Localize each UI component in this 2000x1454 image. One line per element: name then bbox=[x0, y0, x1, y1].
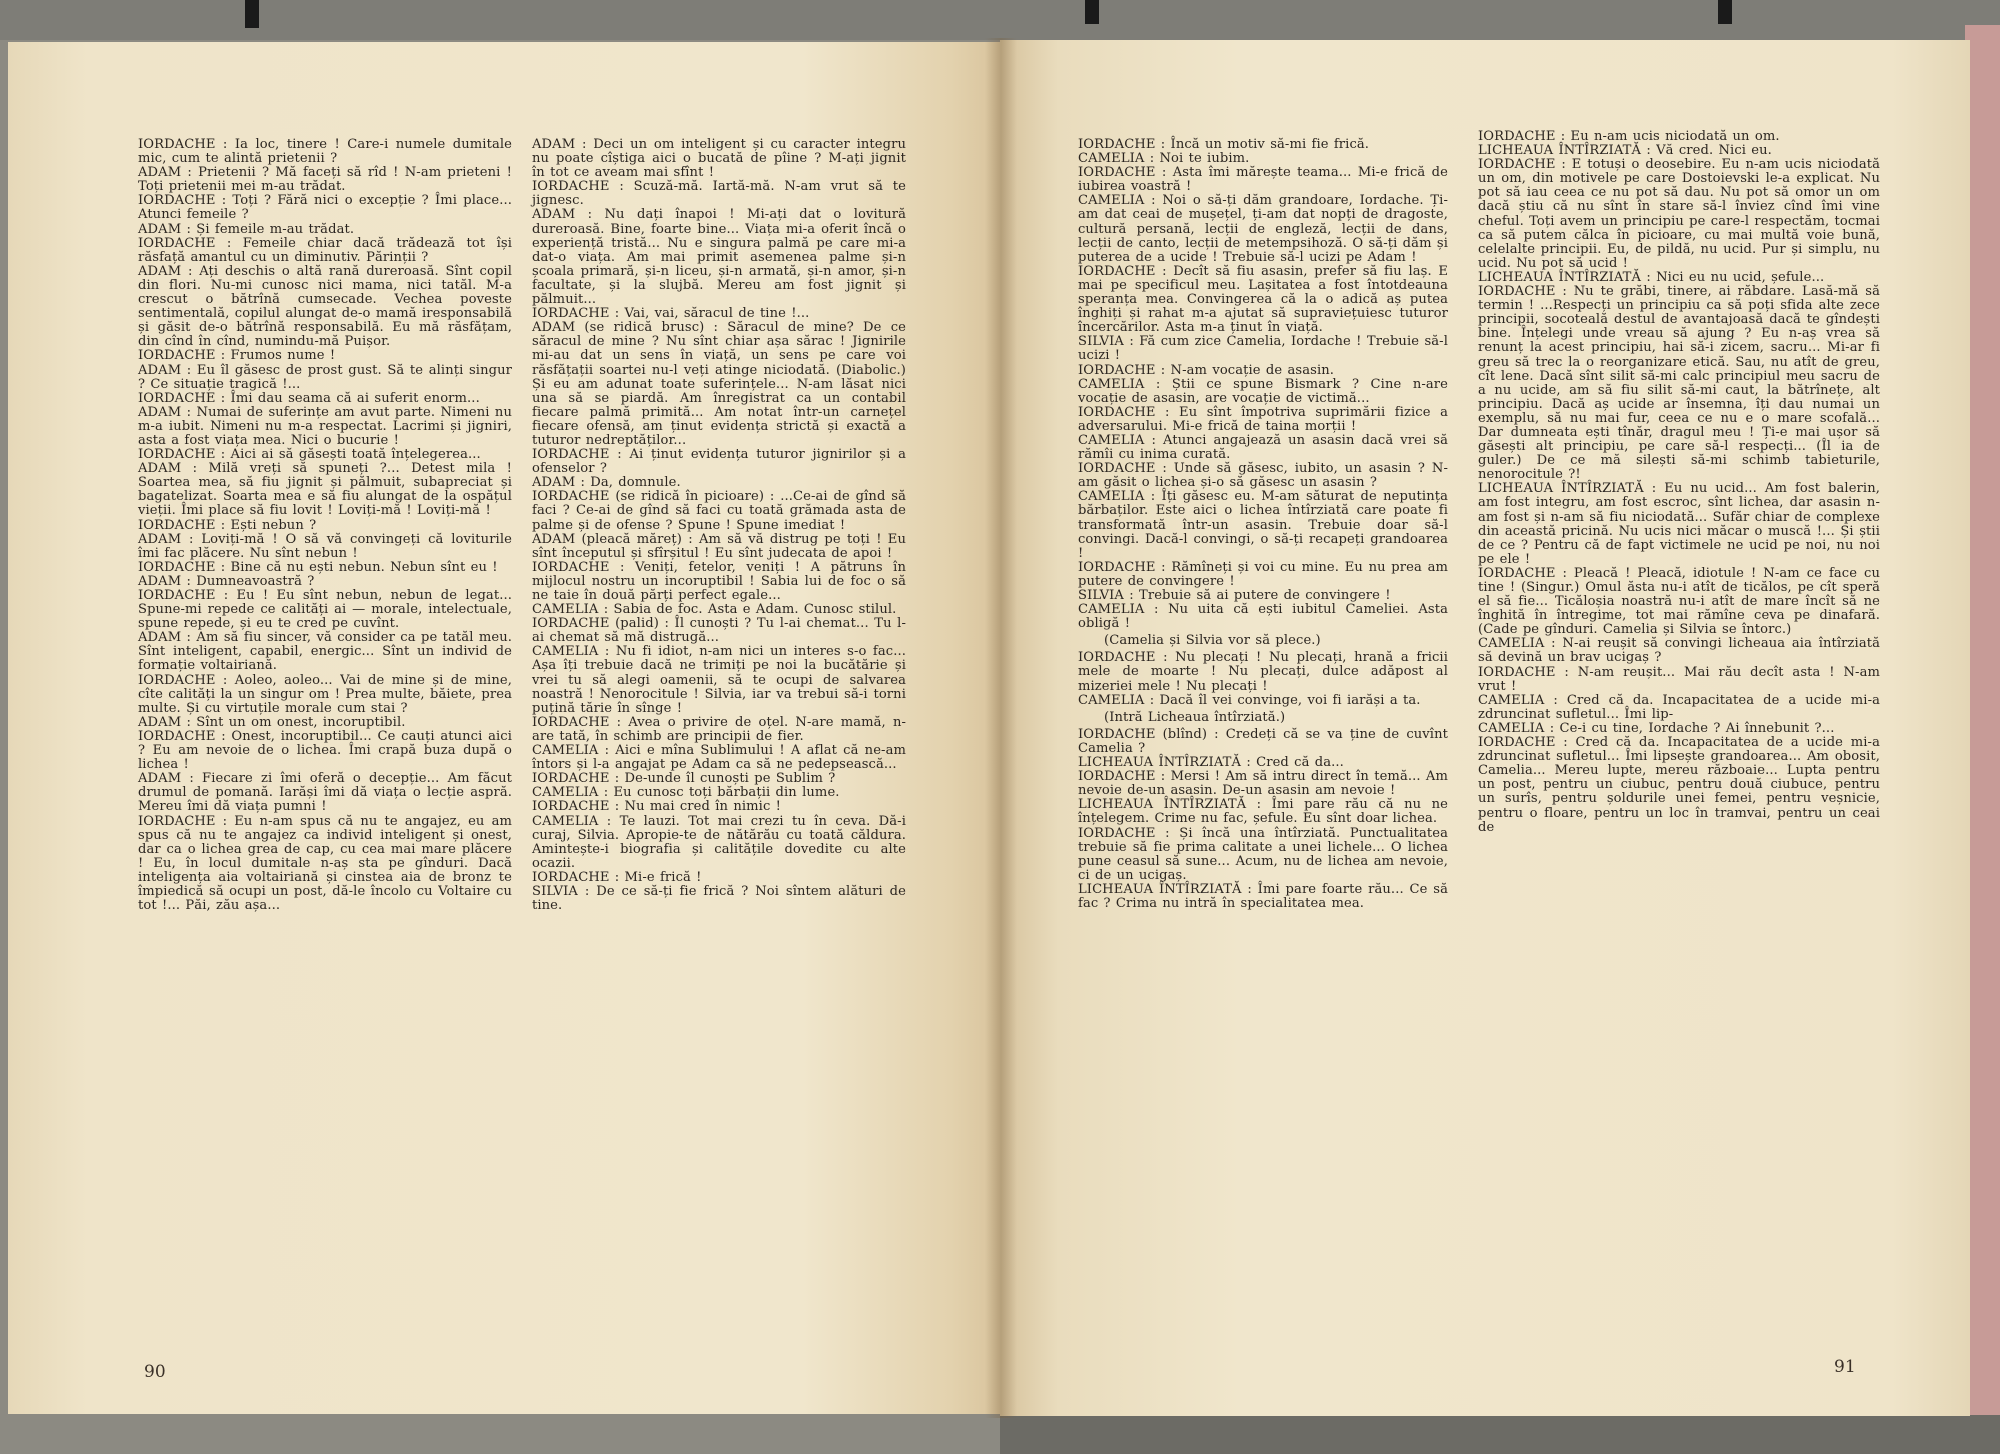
dialogue-line: CAMELIA : Nu uita că ești iubitul Cameliei. Asta obligă ! bbox=[1078, 602, 1448, 632]
dialogue-line: IORDACHE : E totuși o deosebire. Eu n-am ucis niciodată un om, din motivele pe care Dostoievski le-a explicat. Nu pot să iau ceea ce nu pot să dau. Nu pot să omor un om dacă știu că nu sînt în stare să-l înviez cînd îmi vine cheful. Toți avem un principiu pe care-l respectăm, tocmai ca să putem călca în picioare, cu mai multă voie bună, celelalte principii. Eu, de pildă, nu ucid. Pur și simplu, nu ucid. Nu pot să ucid ! bbox=[1478, 157, 1880, 271]
book-cover-bottom bbox=[1000, 1415, 2000, 1454]
dialogue-line: CAMELIA : Aici e mîna Sublimului ! A aflat că ne-am întors și l-a angajat pe Adam ca să ne pedepsească... bbox=[532, 743, 906, 773]
dialogue-line: ADAM : Am să fiu sincer, vă consider ca pe tatăl meu. Sînt inteligent, capabil, energic... Sînt un individ de formație voltairiană. bbox=[138, 630, 512, 674]
dialogue-line: IORDACHE : Decît să fiu asasin, prefer să fiu laș. E mai pe specificul meu. Lașitatea a fost întotdeauna speranța mea. Convingerea că la o adică aș putea înghiți și rahat m-a ajutat să supraviețuiesc tuturor încercărilor. Asta m-a ținut în viață. bbox=[1078, 263, 1448, 336]
dialogue-line: IORDACHE : Ia loc, tinere ! Care-i numele dumitale mic, cum te alintă prietenii ? bbox=[138, 137, 512, 167]
dialogue-line: IORDACHE : Eu ! Eu sînt nebun, nebun de legat... Spune-mi repede ce calități ai — morale, intelectuale, spune repede, și eu te cred pe cuvînt. bbox=[138, 588, 512, 632]
dialogue-line: ADAM : Și femeile m-au trădat. bbox=[138, 221, 355, 237]
dialogue-line: CAMELIA : Sabia de foc. Asta e Adam. Cunosc stilul. bbox=[532, 602, 897, 618]
dialogue-line: IORDACHE : Onest, incoruptibil... Ce cauți atunci aici ? Eu am nevoie de o lichea. Îmi crapă buza după o lichea ! bbox=[138, 728, 512, 773]
dialogue-line: IORDACHE : Eu sînt împotriva suprimării fizice a adversarului. Mi-e frică de taina morții ! bbox=[1078, 404, 1448, 434]
dialogue-line: LICHEAUA ÎNTÎRZIATĂ : Cred că da... bbox=[1078, 755, 1344, 771]
dialogue-line: IORDACHE : Scuză-mă. Iartă-mă. N-am vrut să te jignesc. bbox=[532, 179, 906, 209]
dialogue-line: CAMELIA : Cred că da. Incapacitatea de a ucide mi-a zdruncinat sufletul... Îmi lip- bbox=[1478, 692, 1880, 722]
right-page-column-2 bbox=[1478, 130, 1880, 835]
dialogue-line: ADAM : Fiecare zi îmi oferă o decepție... Am făcut drumul de pomană. Iarăși îmi dă viața o lecție aspră. Mereu îmi dă viața pumni ! bbox=[138, 771, 512, 815]
dialogue-line: IORDACHE : Ai ținut evidența tuturor jignirilor și a ofenselor ? bbox=[532, 447, 906, 477]
dialogue-line: ADAM : Nu dați înapoi ! Mi-ați dat o lovitură dureroasă. Bine, foarte bine... Viața mi-a oferit încă o experiență tristă... Nu e singura palmă pe care mi-a dat-o viața. Am mai primit asemenea palme și-n școala primară, și-n liceu, și-n armată, și-n amor, și-n facultate, și la slujbă. Mereu am fost jignit și pălmuit... bbox=[532, 207, 906, 308]
dialogue-line: IORDACHE : Îmi dau seama că ai suferit enorm... bbox=[138, 390, 480, 406]
stage-direction: (Camelia și Silvia vor să plece.) bbox=[1104, 633, 1321, 649]
dialogue-line: IORDACHE : Avea o privire de oțel. N-are mamă, n-are tată, în schimb are principii de fier. bbox=[532, 714, 906, 744]
dialogue-line: LICHEAUA ÎNTÎRZIATĂ : Îmi pare foarte rău... Ce să fac ? Crima nu intră în specialitatea mea. bbox=[1078, 881, 1448, 911]
dialogue-line: ADAM : Da, domnule. bbox=[532, 475, 681, 491]
dialogue-line: CAMELIA : Noi te iubim. bbox=[1078, 151, 1250, 167]
left-page-column-1 bbox=[138, 138, 512, 913]
dialogue-line: SILVIA : De ce să-ți fie frică ? Noi sîntem alături de tine. bbox=[532, 883, 906, 914]
dialogue-line: IORDACHE : Frumos nume ! bbox=[138, 348, 336, 364]
page-number: 91 bbox=[1834, 1357, 1856, 1377]
dialogue-line: IORDACHE : Bine că nu ești nebun. Nebun sînt eu ! bbox=[138, 559, 498, 575]
dialogue-line: LICHEAUA ÎNTÎRZIATĂ : Îmi pare rău că nu ne înțelegem. Crime nu fac, șefule. Eu sînt doar lichea. bbox=[1078, 797, 1448, 827]
dialogue-line: IORDACHE : Încă un motiv să-mi fie frică. bbox=[1078, 137, 1370, 152]
dialogue-line: LICHEAUA ÎNTÎRZIATĂ : Nici eu nu ucid, șefule... bbox=[1478, 269, 1825, 285]
dialogue-line: ADAM : Ați deschis o altă rană dureroasă. Sînt copil din flori. Nu-mi cunosc nici mama, nici tatăl. M-a crescut o bătrînă cumsecade. Vechea poveste sentimentală, copilul alungat de-o mamă iresponsabilă și găsit de-o bătrînă responsabilă. Eu mă răsfățam, din cînd în cînd, numindu-mă Puișor. bbox=[138, 263, 512, 350]
dialogue-line: ADAM : Milă vreți să spuneți ?... Detest mila ! Soartea mea, să fiu jignit și pălmuit, subapreciat și bagatelizat. Soarta mea e să fiu alungat de la ospățul vieții. Îmi place să fiu lovit ! Loviți-mă ! Loviți-mă ! bbox=[138, 461, 512, 519]
book-cover-edge bbox=[1965, 25, 2000, 1454]
dialogue-line: IORDACHE : Ești nebun ? bbox=[138, 517, 317, 533]
dialogue-line: CAMELIA : Îți găsesc eu. M-am săturat de neputința bărbaților. Este aici o lichea întîrziată care poate fi transformată într-un asasin. Trebuie doar să-l convingi. Dacă-l convingi, o să-ți recapeți grandoarea ! bbox=[1078, 489, 1448, 561]
dialogue-line: ADAM : Eu îl găsesc de prost gust. Să te alinți singur ? Ce situație tragică !... bbox=[138, 362, 512, 392]
dialogue-line: IORDACHE : Rămîneți și voi cu mine. Eu nu prea am putere de convingere ! bbox=[1078, 559, 1448, 589]
dialogue-line: IORDACHE : Aoleo, aoleo... Vai de mine și de mine, cîte calități la un singur om ! Prea multe, băiete, prea multe. Și cu virtuțile morale cum stai ? bbox=[138, 672, 512, 716]
background-top bbox=[0, 0, 2000, 40]
dialogue-line: CAMELIA : N-ai reușit să convingi licheaua aia întîrziată să devină un brav ucigaș ? bbox=[1478, 636, 1880, 666]
dialogue-line: ADAM : Loviți-mă ! O să vă convingeți că loviturile îmi fac plăcere. Nu sînt nebun ! bbox=[138, 531, 512, 561]
dialogue-line: IORDACHE : Asta îmi mărește teama... Mi-e frică de iubirea voastră ! bbox=[1078, 165, 1448, 195]
dialogue-line: ADAM (se ridică brusc) : Săracul de mine? De ce săracul de mine ? Nu sînt chiar așa sărac ! Jignirile mi-au dat un sens în viață, un sens pe care voi răsfățații soartei nu-l veți atinge niciodată. (Diabolic.) Și eu am adunat toate suferințele... N-am lăsat nici una să se piardă. Am înregistrat ca un contabil fiecare palmă primită... Am notat într-un carnețel fiecare ofensă, am ținut evidența strictă și exactă a tuturor nedreptăților... bbox=[532, 320, 906, 448]
dialogue-line: LICHEAUA ÎNTÎRZIATĂ : Vă cred. Nici eu. bbox=[1478, 143, 1772, 159]
dialogue-line: IORDACHE : De-unde îl cunoști pe Sublim ? bbox=[532, 771, 836, 787]
dialogue-line: IORDACHE : Și încă una întîrziată. Punctualitatea trebuie să fie prima calitate a unei lichele... O lichea pune ceasul să sune... Acum, nu de lichea am nevoie, ci de un ucigaș. bbox=[1078, 825, 1448, 883]
dialogue-line: IORDACHE : Nu plecați ! Nu plecați, hrană a fricii mele de moarte ! Nu plecați, dulce adăpost al mizeriei mele ! Nu plecați ! bbox=[1078, 650, 1448, 694]
dialogue-line: IORDACHE (blînd) : Credeți că se va ține de cuvînt Camelia ? bbox=[1078, 726, 1448, 756]
dialogue-line: IORDACHE : Pleacă ! Pleacă, idiotule ! N-am ce face cu tine ! (Singur.) Omul ăsta nu-i atît de ticălos, pe cît speră el să fie... Ticăloșia noastră nu-i atît de mare încît să ne înghită în întregime, tot mai rămîne ceva pe dinafară. (Cade pe gînduri. Camelia și Silvia se întorc.) bbox=[1478, 565, 1880, 638]
dialogue-line: ADAM : Deci un om inteligent și cu caracter integru nu poate cîștiga aici o bucată de pîine ? M-ați jignit în tot ce aveam mai sfînt ! bbox=[532, 137, 906, 181]
dialogue-line: CAMELIA : Știi ce spune Bismark ? Cine n-are vocație de asasin, are vocație de victimă... bbox=[1078, 376, 1448, 406]
dialogue-line: IORDACHE (palid) : Îl cunoști ? Tu l-ai chemat... Tu l-ai chemat să mă distrugă... bbox=[532, 616, 906, 646]
dialogue-line: CAMELIA : Te lauzi. Tot mai crezi tu în ceva. Dă-i curaj, Silvia. Apropie-te de nătărău cu toată căldura. Amintește-i biografia și calitățile dovedite cu alte ocazii. bbox=[532, 813, 906, 871]
dialogue-line: CAMELIA : Atunci angajează un asasin dacă vrei să rămîi cu inima curată. bbox=[1078, 432, 1448, 463]
dialogue-line: IORDACHE : Veniți, fetelor, veniți ! A pătruns în mijlocul nostru un incoruptibil ! Sabia lui de foc o să ne taie în două părți perfect egale... bbox=[532, 559, 906, 603]
dialogue-line: ADAM (pleacă măreț) : Am să vă distrug pe toți ! Eu sînt începutul și sfîrșitul ! Eu sînt judecata de apoi ! bbox=[532, 531, 906, 561]
bookmark-tab bbox=[245, 0, 259, 28]
book-gutter bbox=[985, 38, 1017, 1418]
stage-direction: (Intră Licheaua întîrziată.) bbox=[1104, 709, 1286, 725]
dialogue-line: IORDACHE : Eu n-am spus că nu te angajez, eu am spus că nu te angajez ca individ inteligent și onest, dar ca o lichea grea de cap, cu cea mai mare plăcere ! Eu, în locul dumitale n-aș sta pe gînduri. Dacă inteligența aia voltairiană și cinstea aia de bronz te împiedică să ocupi un post, dă-le încolo cu Voltaire cu tot !... Păi, zău așa... bbox=[138, 813, 512, 914]
dialogue-line: IORDACHE : Unde să găsesc, iubito, un asasin ? N-am găsit o lichea și-o să găsesc un asasin ? bbox=[1078, 461, 1448, 491]
dialogue-line: IORDACHE : Nu te grăbi, tinere, ai răbdare. Lasă-mă să termin ! ...Respecți un principiu ca să poți sfida alte zece principii, socoteală destul de avantajoasă dacă te gîndești bine. Înțelegi unde vreau să ajung ? Eu n-aș vrea să renunț la acest principiu, hai să-i zicem, sacru... Mi-ar fi greu să trec la o reorganizare etică. Sau, nu atît de greu, cît lene. Dacă sînt silit să-mi calc principiul meu sacru de a nu ucide, am să fiu silit să-mi caut, la bătrînețe, alt principiu. Dacă aș ucide ar însemna, îți dau numai un exemplu, să nu mai fur, ceea ce nu e o mare scofală... Dar dumneata ești tînăr, dragul meu ! Ți-e mai ușor să găsești alt principiu, pe care să-l respecți... (Îl ia de guler.) De ce mă silești să-mi schimb tabieturile, nenorocitule ?! bbox=[1478, 284, 1880, 483]
dialogue-line: ADAM : Prietenii ? Mă faceți să rîd ! N-am prieteni ! Toți prietenii mei m-au trădat. bbox=[138, 165, 512, 195]
dialogue-line: CAMELIA : Ce-i cu tine, Iordache ? Ai înnebunit ?... bbox=[1478, 720, 1835, 736]
dialogue-line: SILVIA : Fă cum zice Camelia, Iordache ! Trebuie să-l ucizi ! bbox=[1078, 334, 1448, 364]
dialogue-line: IORDACHE : Vai, vai, săracul de tine !... bbox=[532, 306, 810, 322]
dialogue-line: IORDACHE : N-am reușit... Mai rău decît asta ! N-am vrut ! bbox=[1478, 664, 1880, 694]
dialogue-line: IORDACHE : Toți ? Fără nici o excepție ? Îmi place... Atunci femeile ? bbox=[138, 193, 512, 223]
dialogue-line: IORDACHE : Nu mai cred în nimic ! bbox=[532, 799, 782, 815]
dialogue-line: IORDACHE : Cred că da. Incapacitatea de a ucide mi-a zdruncinat sufletul... Îmi lipsește grandoarea... Am obosit, Camelia... Mereu lupte, mereu războaie... Lupta pentru un post, pentru un ciubuc, pentru două ciubuce, pentru un surîs, pentru șoldurile unei femei, pentru veșnicie, pentru o floare, pentru un loc în tramvai, pentru un ceai de bbox=[1478, 735, 1880, 835]
dialogue-line: IORDACHE : Eu n-am ucis niciodată un om. bbox=[1478, 129, 1780, 144]
dialogue-line: CAMELIA : Noi o să-ți dăm grandoare, Iordache. Ți-am dat ceai de mușețel, ți-am dat nopți de dragoste, cultură persană, lecții de engleză, lecții de dans, lecții de canto, lecții de metempsihoză. O să-ți dăm și puterea de a ucide ! Trebuie să-l ucizi pe Adam ! bbox=[1078, 193, 1448, 265]
dialogue-line: ADAM : Dumneavoastră ? bbox=[138, 573, 315, 589]
dialogue-line: SILVIA : Trebuie să ai putere de convingere ! bbox=[1078, 588, 1391, 603]
dialogue-line: LICHEAUA ÎNTÎRZIATĂ : Eu nu ucid... Am fost balerin, am fost integru, am fost escroc, sînt lichea, dar asasin n-am fost și n-am să fiu niciodată... Sufăr chiar de complexe din această pricină. Nu ucis nici măcar o muscă !... Și știi de ce ? Pentru că de fapt victimele ne ucid pe noi, nu noi pe ele ! bbox=[1478, 481, 1880, 567]
dialogue-line: CAMELIA : Eu cunosc toți bărbații din lume. bbox=[532, 785, 840, 801]
page-number: 90 bbox=[144, 1362, 166, 1382]
bookmark-tab bbox=[1085, 0, 1099, 24]
bookmark-tab bbox=[1718, 0, 1732, 24]
dialogue-line: IORDACHE : Femeile chiar dacă trădează tot își răsfață amantul cu un diminutiv. Părinții ? bbox=[138, 235, 512, 265]
right-page-column-1 bbox=[1078, 138, 1448, 911]
dialogue-line: CAMELIA : Dacă îl vei convinge, voi fi iarăși a ta. bbox=[1078, 692, 1421, 708]
dialogue-line: ADAM : Numai de suferințe am avut parte. Nimeni nu m-a iubit. Nimeni nu m-a respectat. Lacrimi și jigniri, asta a fost viața mea. Nici o bucurie ! bbox=[138, 404, 512, 448]
left-page-column-2 bbox=[532, 138, 906, 913]
dialogue-line: IORDACHE : Mersi ! Am să intru direct în temă... Am nevoie de-un asasin. De-un asasin am nevoie ! bbox=[1078, 769, 1448, 799]
dialogue-line: CAMELIA : Nu fi idiot, n-am nici un interes s-o fac... Așa îți trebuie dacă ne trimiți pe noi la bucătărie și vrei tu să alegi oamenii, să te ocupi de salvarea noastră ! Nenorocitule ! Silvia, iar va trebui să-i torni puțină tărie în sînge ! bbox=[532, 644, 906, 716]
dialogue-line: IORDACHE : Mi-e frică ! bbox=[532, 869, 702, 885]
dialogue-line: IORDACHE : Aici ai să găsești toată înțelegerea... bbox=[138, 447, 481, 463]
dialogue-line: IORDACHE : N-am vocație de asasin. bbox=[1078, 362, 1335, 378]
dialogue-line: ADAM : Sînt un om onest, incoruptibil. bbox=[138, 714, 406, 730]
dialogue-line: IORDACHE (se ridică în picioare) : ...Ce-ai de gînd să faci ? Ce-ai de gînd să faci cu toată grămada asta de palme și de ofense ? Spune ! Spune imediat ! bbox=[532, 489, 906, 533]
